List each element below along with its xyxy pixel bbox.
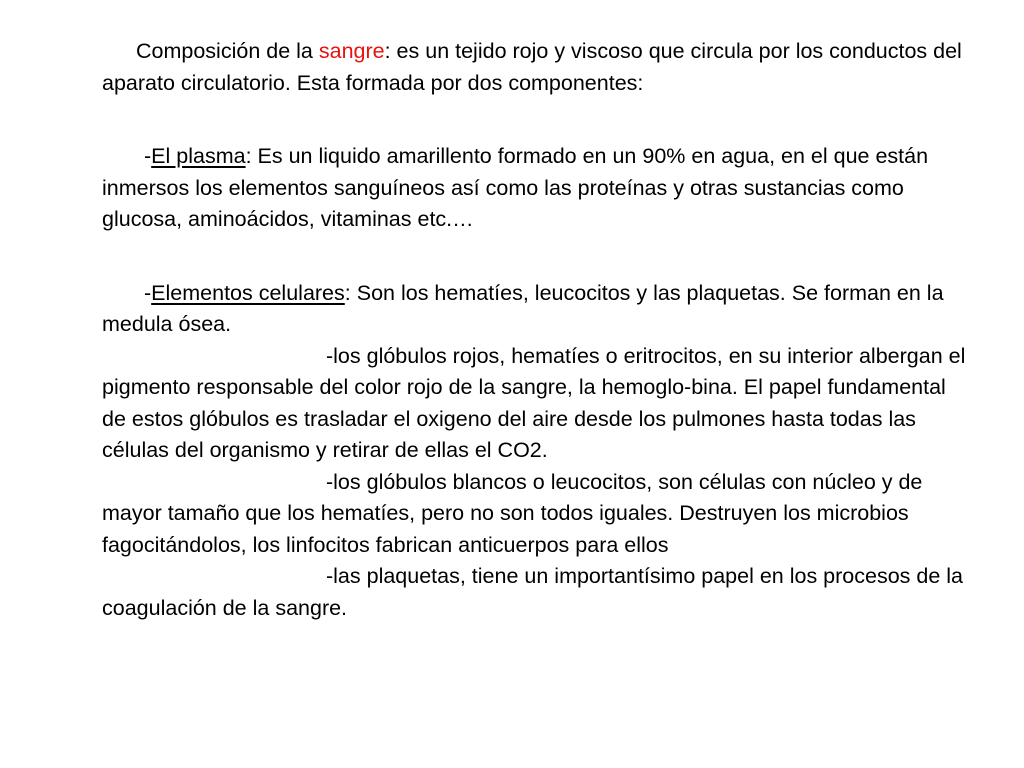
intro-paragraph	[102, 36, 972, 99]
white-cells-paragraph: -los glóbulos blancos o leucocitos, son células con núcleo y de mayor tamaño que los hematíes, pero no son todos iguales. Destruyen los microbios fagocitándolos, los linfocitos fabrican anticuerpos para ellos	[102, 469, 923, 557]
plasma-term: El plasma	[151, 144, 246, 168]
plasma-rest: : Es un liquido amarillento formado en un 90% en agua, en el que están inmersos los elementos sanguíneos así como las proteínas y otras sustancias como glucosa, aminoácidos, vitaminas etc.…	[102, 144, 929, 231]
sangre-keyword: sangre	[318, 39, 385, 63]
platelets-paragraph: -las plaquetas, tiene un importantísimo papel en los procesos de la coagulación de la sangre.	[102, 564, 964, 620]
cells-term: Elementos celulares	[151, 280, 345, 305]
plasma-dash: -	[144, 144, 152, 168]
intro-rest: : es un tejido rojo y viscoso que circula por los conductos del aparato circulatorio. Esta formada por dos componentes:	[102, 39, 962, 95]
red-cells-paragraph: -los glóbulos rojos, hematíes o eritrocitos, en su interior albergan el pigmento responsable del color rojo de la sangre, la hemoglo-bina. El papel fundamental de estos glóbulos es trasladar el oxigeno del aire desde los pulmones hasta todas las células del organismo y retirar de ellas el CO2.	[102, 343, 966, 462]
plasma-paragraph	[102, 141, 972, 236]
intro-prefix: Composición de la	[136, 39, 319, 63]
text-body	[102, 36, 972, 624]
cells-paragraph	[102, 278, 972, 341]
cells-rest: : Son los hematíes, leucocitos y las plaquetas. Se forman en la medula ósea.	[102, 280, 944, 336]
cells-dash: -	[144, 280, 152, 305]
